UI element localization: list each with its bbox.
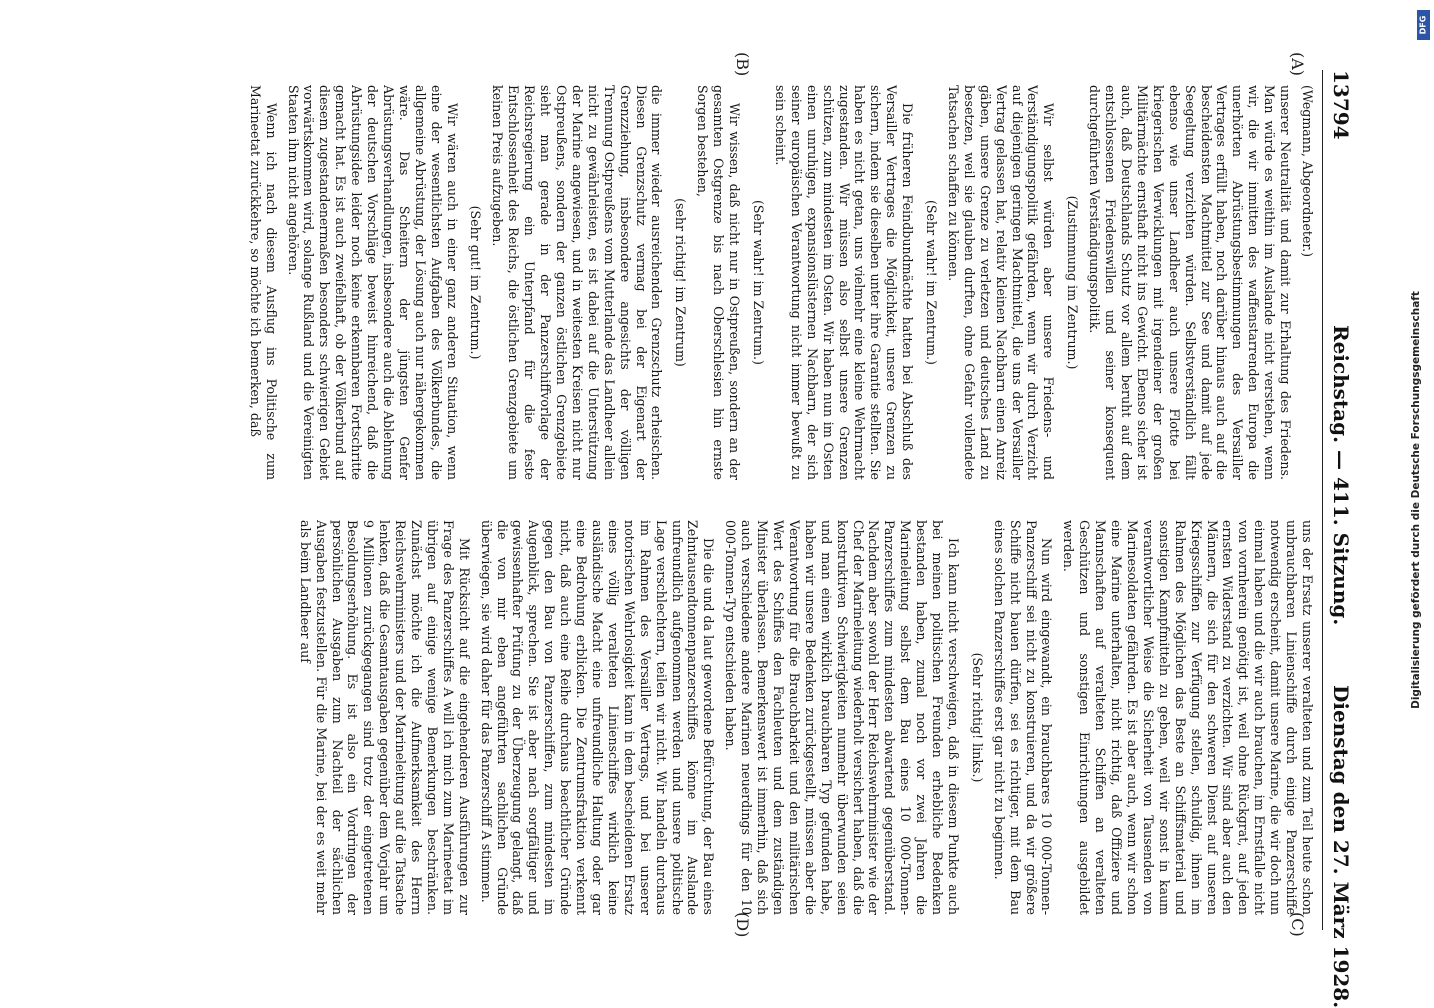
interjection: (sehr richtig! im Zentrum) [673, 198, 689, 367]
paragraph: Wir wären auch in einer ganz anderen Situation, wenn eine der wesentlichsten Aufgaben des Völkerbundes, die allgemeine Abrüstung, der Lösung auch nur nähergekommen wäre. Das Scheitern der jüngsten Genfer Abrüstungsverhandlungen, insbesondere auch die Ablehnung der deutschen Vorschläge beweist hinreichend, daß die Abrüstungsidee leider noch keine erkennbaren Fortschritte gemacht hat. Es ist auch zweifelhaft, ob der Völkerbund auf diesem zugestandenermaßen besonders schwierigen Gebiet vorwärtskommen wird, solange Rußland und die Vereinigten Staaten ihm nicht angehören. [285, 85, 460, 480]
paragraph: Mit Rücksicht auf die eingehenderen Ausführungen zur Frage des Panzerschiffes A will ich mich zum Marineetat im übrigen auf einige wenige Bemerkungen beschränken. Zunächst möchte ich die Aufmerksamkeit des Herrn Reichswehrministers und der Marineleitung auf die Tatsache lenken, daß die Gesamtausgaben gegenüber dem Vorjahr um 9 Millionen zurückgegangen sind trotz der eingetretenen Besoldungserhöhung. Es ist also ein Vordringen der persönlichen Ausgaben zum Nachteil der sächlichen Ausgaben festzustellen. Für die Marine, bei der es weit mehr als beim Landheer auf [297, 520, 472, 915]
digitization-credit-text: Digitalisierung gefördert durch die Deutsche Forschungsgemeinschaft [1410, 291, 1422, 709]
paragraph: Wenn ich nach diesem Ausflug ins Politische zum Marineetat zurückkehre, so möchte ich bemerken, daß [247, 85, 279, 480]
paragraph: Wir selbst würden aber unsere Friedens- und Verständigungspolitik gefährden, wenn wir durch Verzicht auf diejenigen geringen Machtmittel, die uns der Versailler Vertrag gelassen hat, relativ kleinen Nachbarn einen Anreiz gäben, unsere Grenze zu verletzen und deutsches Land zu besetzen, weil sie glauben durften, ohne Gefahr vollendete Tatsachen schaffen zu können. [945, 85, 1057, 480]
paragraph: Die die und da laut gewordene Befürchtung, der Bau eines Zehntausendtonnenpanzerschiffes könne im Auslande unfreundlich aufgenommen werden und unsere politische Lage verschlechtern, teilen wir nicht. Wir handeln durchaus im Rahmen des Versailler Vertrags, und bei unserer notorischen Wehrlosigkeit kann in dem bescheidenen Ersatz eines völlig veralteten Linienschiffes wirklich keine ausländische Macht eine unfreundliche Haltung oder gar eine Bedrohung erblicken. Die Zentrumsfraktion verkennt nicht, daß auch eine Reihe durchaus beachtlicher Gründe gegen den Bau von Panzerschiffen, zum mindesten im Augenblick, sprechen. Sie ist aber nach sorgfältiger und gewissenhafter Prüfung zu der Überzeugung gelangt, daß die von mir eben angeführten sachlichen Gründe überwiegen, sie wird daher für das Panzerschiff A stimmen. [478, 520, 717, 915]
paragraph: die immer wieder ausreichenden Grenzschutz erheischen. Diesen Grenzschutz vermag bei der Eigenart der Grenzziehung, insbesondere angesichts der völligen Trennung Ostpreußens vom Mutterlande das Landheer allein nicht zu gewährleisten, es ist dabei auf die Unterstützung der Marine angewiesen, und in weitesten Kreisen nicht nur Ostpreußens, sondern der ganzen östlichen Grenzgebiete sieht man gerade in der Panzerschiffvorlage der Reichsregierung ein Unterpfand für die feste Entschlossenheit des Reichs, die östlichen Grenzgebiete um keinen Preis aufzugeben. [490, 85, 665, 480]
interjection: (Sehr wahr! im Zentrum.) [751, 200, 766, 365]
paragraph: Nun wird eingewandt, ein brauchbares 10 000-Tonnen-Panzerschiff sei nicht zu konstruieren, und da wir größere Schiffe nicht bauen dürfen, sei es richtiger, mit dem Bau eines solchen Panzerschiffes erst gar nicht zu beginnen. [991, 520, 1055, 915]
speaker-line: (Wegmann, Abgeordneter.) [1300, 85, 1315, 257]
paragraph: Wir wissen, daß nicht nur in Ostpreußen, sondern an der gesamten Ostgrenze bis nach Oberschlesien hin ernste Sorgen bestehen, [695, 85, 743, 480]
interjection: (Zustimmung im Zentrum.) [1065, 195, 1081, 370]
interjection: (Sehr richtig! links.) [969, 652, 985, 783]
header-right-title: Dienstag den 27. März 1928. [1329, 685, 1353, 1008]
dfg-logo [1417, 10, 1430, 40]
dfg-logo-text: DFG [1418, 15, 1428, 35]
margin-marker-b: (B) [733, 52, 752, 77]
margin-marker-d: (D) [733, 912, 752, 938]
paragraph: uns der Ersatz unserer veralteten und zum Teil heute schon unbrauchbaren Linienschiffe durch einige Panzerschiffe notwendig erscheint, damit unsere Marine, die wir doch nun einmal haben und die wir auch brauchen, im Ernstfalle nicht von vornherein genötigt ist, weil ohne Rückgrat, auf jeden ernsten Widerstand zu verzichten. Wir sind aber auch den Männern, die sich für den schweren Dienst auf unseren Kriegsschiffen zur Verfügung stellen, schuldig, ihnen im Rahmen des Möglichen das Beste an Schiffsmaterial und sonstigen Kampfmitteln zu geben, weil wir sonst in kaum verantwortlicher Weise die Sicherheit von Tausenden von Marinesoldaten gefährden. Es ist aber auch, wenn wir schon eine Marine unterhalten, nicht richtig, daß Offiziere und Mannschaften auf veralteten Schiffen an veralteten Geschützen und sonstigen Einrichtungen ausgebildet werden. [1061, 520, 1315, 915]
paragraph: unserer Neutralität und damit zur Erhaltung des Friedens. Man würde es weithin im Auslande nicht verstehen, wenn wir, die wir inmitten des waffenstarrenden Europa die unerhörten Abrüstungsbestimmungen des Versailler Vertrages erfüllt haben, noch darüber hinaus auch auf die bescheidensten Machtmittel zur See und damit auf jede Seegeltung verzichten würden. Selbstverständlich fällt ebenso wie unser Landheer auch unsere Flotte bei kriegerischen Verwicklungen mit irgendeiner der großen Militärmächte ernsthaft nicht ins Gewicht. Ebenso sicher ist auch, daß Deutschlands Schutz vor allem beruht auf dem entschlossenen Friedenswillen und seiner konsequent durchgeführten Verständigungspolitik. [1087, 85, 1294, 480]
paragraph: Die früheren Feindbundmächte hatten bei Abschluß des Versailler Vertrages die Möglichkeit, unsere Grenzen zu sichern, indem sie dieselben unter ihre Garantie stellten. Sie haben es nicht getan, uns vielmehr eine kleine Wehrmacht zugestanden. Wir müssen also selbst unsere Grenzen schützen, zum mindesten im Osten. Wir haben nun im Osten einen unruhigen, expansionslüsternen Nachbarn, der sich seiner europäischen Verantwortung nicht immer bewußt zu sein scheint. [772, 85, 916, 480]
page-number: 13794 [1329, 70, 1353, 140]
margin-marker-a: (A) [1288, 52, 1307, 77]
interjection: (Sehr wahr! im Zentrum.) [924, 200, 940, 365]
text-column-left [225, 85, 1315, 480]
margin-marker-c: (C) [1288, 912, 1307, 937]
page-header [1322, 70, 1357, 1008]
header-left-title: Reichstag. — 411. Sitzung. [1329, 325, 1353, 626]
paragraph: Ich kann nicht verschweigen, daß in diesem Punkte auch bei meinen politischen Freunden erhebliche Bedenken bestanden haben, zumal noch vor zwei Jahren die Marineleitung selbst dem Bau eines 10 000-Tonnen-Panzerschiffes zum mindesten abwartend gegenüberstand. Nachdem aber sowohl der Herr Reichswehrminister wie der Chef der Marineleitung wiederholt versichert haben, daß die konstruktiven Schwierigkeiten nunmehr überwunden seien und man einen wirklich brauchbaren Typ gefunden habe, haben wir unsere Bedenken zurückgestellt, müssen aber die Verantwortung für die Brauchbarkeit und den militärischen Wert des Schiffes den Fachleuten und dem zuständigen Minister überlassen. Bemerkenswert ist immerhin, daß sich auch verschiedene andere Marinen neuerdings für den 10 000-Tonnen-Typ entschieden haben. [723, 520, 961, 915]
digitization-credit [1405, 10, 1427, 990]
text-column-right [225, 520, 1315, 915]
interjection: (Sehr gut! im Zentrum.) [468, 205, 484, 360]
rotated-page [67, 50, 1367, 1008]
